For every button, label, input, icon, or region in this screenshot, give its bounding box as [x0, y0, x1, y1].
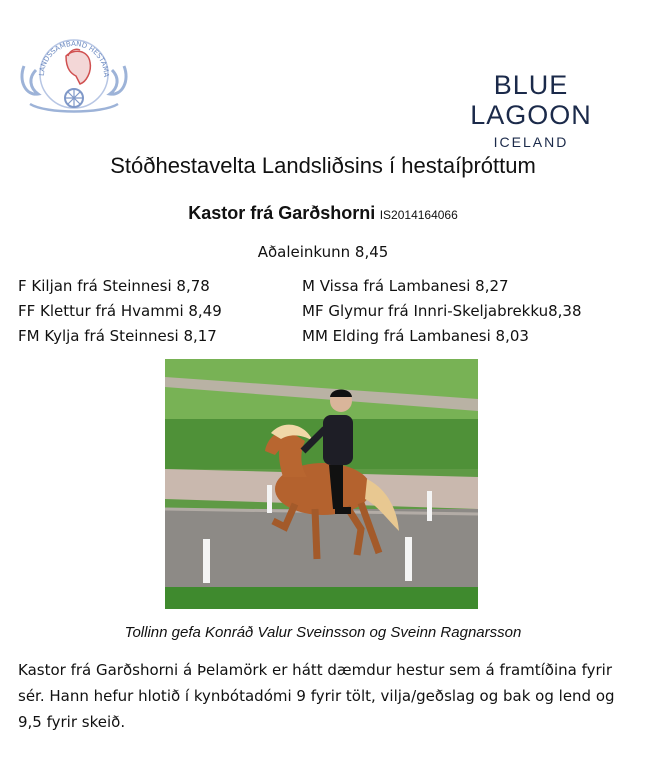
paragraph-line: Kastor frá Garðshorni á Þelamörk er hátt dæmdur hestur sem á framtíðina fyrir	[18, 661, 613, 679]
pedigree-line: F Kiljan frá Steinnesi 8,78	[18, 277, 210, 295]
horse-registration: IS2014164066	[379, 208, 458, 222]
svg-text:LANDSSAMBAND HESTAMANNAFÉLAGA	[16, 26, 110, 78]
photo-caption: Tollinn gefa Konráð Valur Sveinsson og Sveinn Ragnarsson	[124, 624, 522, 641]
pedigree-line: FM Kylja frá Steinnesi 8,17	[18, 327, 217, 345]
brand-name: BLUE LAGOON	[470, 70, 592, 130]
horse-name: Kastor frá Garðshorni	[188, 203, 376, 223]
pedigree-line: M Vissa frá Lambanesi 8,27	[302, 277, 509, 295]
horse-heading	[0, 203, 646, 224]
document-title: Stóðhestavelta Landsliðsins í hestaíþróttum	[110, 153, 536, 178]
brand-subtitle: ICELAND	[493, 134, 569, 150]
description-paragraph	[18, 657, 628, 735]
pedigree-dam-column	[302, 274, 582, 349]
pedigree-sire-column	[18, 274, 222, 349]
main-score: Aðaleinkunn 8,45	[257, 243, 389, 261]
logo-ring-text: LANDSSAMBAND HESTAMA	[37, 39, 111, 78]
pedigree-line: MF Glymur frá Innri-Skeljabrekku8,38	[302, 302, 582, 320]
pedigree-line: MM Elding frá Lambanesi 8,03	[302, 327, 529, 345]
pedigree-line: FF Klettur frá Hvammi 8,49	[18, 302, 222, 320]
association-logo	[16, 26, 132, 120]
paragraph-line: sér. Hann hefur hlotið í kynbótadómi 9 fyrir tölt, vilja/geðslag og bak og lend og	[18, 687, 615, 705]
paragraph-line: 9,5 fyrir skeið.	[18, 713, 126, 731]
horse-photo	[165, 359, 478, 609]
blue-lagoon-logo	[436, 70, 626, 150]
